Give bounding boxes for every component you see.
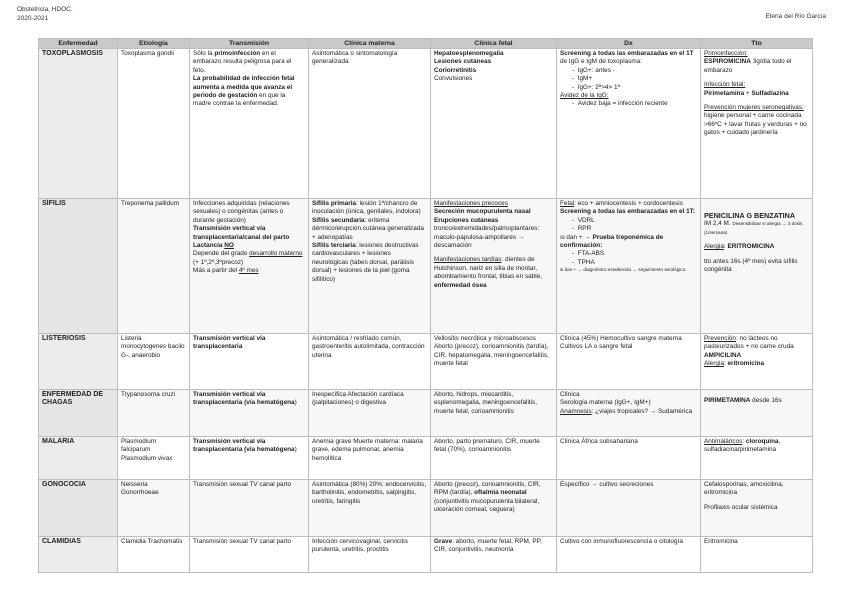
col-header-transmision: Transmisión (190, 39, 309, 49)
tto-cell: Cefalosporinas, amoxicilina, eritromicina Profilaxis ocular sistémica (701, 480, 813, 537)
clinica-materna-cell: Asintomática (80%) 20%: endocervicitis, bartholinitis, endometritis, salpingitis, uretritis, faringitis (309, 480, 431, 537)
clinica-materna-cell: Infección cervicovaginal, cervicitis purulenta, uretritis, proctitis (309, 537, 431, 573)
disease-name: ENFERMEDAD DE CHAGAS (39, 390, 118, 437)
course-label: Obstetricia, HDOC. (17, 6, 73, 13)
diseases-table (38, 38, 813, 573)
table-row-toxoplasmosis (39, 49, 813, 199)
tto-cell: Primoinfección: ESPIROMICINA 3g/día todo el embarazo Infección fetal: Pirimetamina + Sulfadiazina Prevención mujeres seronegativas: higiene personal + carne cocinada >66ºC + lavar frutas y verduras + no gatos + cuidado jardinería (701, 49, 813, 199)
clinica-materna-cell: Sífilis primaria: lesión 1ª/chancro de inoculación (única, genitales, indolora) Sífilis secundaria: eritema dérmico/erupción cutánea generalizada + adenopatías Sífilis terciaria: lesiones destructivas cardiovasculares + lesiones neurológicas (tabes dorsal, parálisis dorsal) + lesiones de la piel (goma sifilítico) (309, 199, 431, 334)
transmision-cell: Sólo la primoinfección en el embarazo resulta peligrosa para el feto. La probabilidad de infección fetal aumenta a medida que avanza el periodo de gestación en que la madre contrae la enfermedad. (190, 49, 309, 199)
transmision-cell: Transmisión vertical vía transplacentaria (190, 334, 309, 390)
disease-name: TOXOPLASMOSIS (39, 49, 118, 199)
dx-cell: Cultivo con inmunofluorescencia o citología (557, 537, 701, 573)
clinica-materna-cell: Asintomática / resfriado común, gastroenteritis autolimitada, contracción uterina (309, 334, 431, 390)
tto-cell: Prevención: no lácteos no pasteurizados + no carne cruda AMPICILINA Alergia: eritromicina (701, 334, 813, 390)
transmision-cell: Transmisión vertical vía transplacentaria (vía hematógena) (190, 437, 309, 480)
table-row-malaria (39, 437, 813, 480)
tto-cell: PIRIMETAMINA desde 16s (701, 390, 813, 437)
header-left (17, 5, 73, 23)
col-header-clinica-fetal: Clínica fetal (431, 39, 557, 49)
dx-cell: Clínica Serología materna (IgG+, IgM+) Anamnesis: ¿viajes tropicales? → Sudamérica (557, 390, 701, 437)
table-row-clamidias (39, 537, 813, 573)
year-label: 2020-2021 (17, 15, 49, 22)
etiologia-cell: Toxoplasma gondii (118, 49, 190, 199)
col-header-dx: Dx (557, 39, 701, 49)
etiologia-cell: Treponema pallidum (118, 199, 190, 334)
table-row-sifilis (39, 199, 813, 334)
tto-cell: Eritromicina (701, 537, 813, 573)
transmision-cell: Transmisión vertical vía transplacentaria (vía hematógena) (190, 390, 309, 437)
author-label: Elena del Río García (765, 13, 826, 20)
tto-cell: PENICILINA G BENZATINA IM 2,4 M. Desensibilizar si alergia → 3 dosis (1/semana) Alergia: ERITROMICINA tto antes 16s (4º mes) evita sífilis congénita (701, 199, 813, 334)
disease-name: SÍFILIS (39, 199, 118, 334)
table-row-gonococia (39, 480, 813, 537)
clinica-fetal-cell: Aborto, hidrops, miocarditis, esplenomegalia, meningoencefalitis, muerte fetal, corioamnionitis (431, 390, 557, 437)
dx-cell: Clínica África subsahariana (557, 437, 701, 480)
etiologia-cell: Plasmodium falciparum Plasmodium vivax (118, 437, 190, 480)
table-row-listeriosis (39, 334, 813, 390)
etiologia-cell: Neisseria Gonorrhoeae (118, 480, 190, 537)
disease-name: LISTERIOSIS (39, 334, 118, 390)
clinica-fetal-cell: Vellositis necrótica y microabscesos Aborto (precoz), corioamnionitis (tardía), CIR, hepatomegalia, meningoencefalitis, muerte fetal (431, 334, 557, 390)
dx-cell: Clínica (45%) Hemocultivo sangre materna Cultivos LA o sangre fetal (557, 334, 701, 390)
disease-name: GONOCOCIA (39, 480, 118, 537)
col-header-tto: Tto (701, 39, 813, 49)
etiologia-cell: Trypanosoma cruzi (118, 390, 190, 437)
etiologia-cell: Listeria monocytogenes bacilo G-, anaerobio (118, 334, 190, 390)
transmision-cell: Transmisión sexual TV canal parto (190, 537, 309, 573)
col-header-enfermedad: Enfermedad (39, 39, 118, 49)
clinica-fetal-cell: Hepatoesplenomegalia Lesiones cutáneas Coriorretinitis Convulsiones (431, 49, 557, 199)
etiologia-cell: Clamidia Trachomatis (118, 537, 190, 573)
dx-cell: Screening a todas las embarazadas en el 1T de IgG e IgM de toxoplasma: - IgG+: antes - - IgM+ - IgG+: 2ª>4> 1ª Avidez de la IgG: - Avidez baja = infección reciente (557, 49, 701, 199)
clinica-materna-cell: Asintomática o sintomatología generalizada (309, 49, 431, 199)
col-header-clinica-materna: Clínica materna (309, 39, 431, 49)
dx-cell: Fetal: eco + amniocentesis + cordocentesis Screening a todas las embarazadas en el 1T: - VDRL - RPR si dan + → Prueba treponémica de confirmación: - FTA-ABS - TPHA si dan + → diagnóstico establecido → seguimiento serológico (557, 199, 701, 334)
clinica-fetal-cell: Aborto, parto prematuro, CIR, muerte fetal (70%), corioamnionitis (431, 437, 557, 480)
dx-cell: Específico → cultivo secreciones (557, 480, 701, 537)
table-header-row (39, 39, 813, 49)
disease-name: MALARIA (39, 437, 118, 480)
col-header-etiologia: Etiología (118, 39, 190, 49)
clinica-materna-cell: Inespecífica Afectación cardíaca (palpitaciones) o digestiva (309, 390, 431, 437)
clinica-fetal-cell: Manifestaciones precoces Secreción mucopurulenta nasal Erupciones cutáneas tronco/extremidades/palmoplantares: maculo-papulosa-ampollares → descamación Manifestaciones tardías: dientes de Hutchinson, nariz en silla de montar, abombamiento frontal, tibias en sable, enfermedad ósea (431, 199, 557, 334)
transmision-cell: Transmisión sexual TV canal parto (190, 480, 309, 537)
disease-name: CLAMIDIAS (39, 537, 118, 573)
tto-cell: Antimaláricos: cloroquina, sulfadiacina/pirimetamina (701, 437, 813, 480)
clinica-materna-cell: Anemia grave Muerte materna: malaria grave, edema pulmonar, anemia hemolítica (309, 437, 431, 480)
clinica-fetal-cell: Grave: aborto, muerte fetal, RPM, PP, CIR, conjuntivitis, neumonía (431, 537, 557, 573)
transmision-cell: Infecciones adquiridas (relaciones sexuales) o congénitas (antes o durante gestación) Transmisión vertical vía transplacentaria/canal del parto Lactancia NO Depende del grado desarrollo materno (+ 1º,2º,3ºprecoz) Más a partir del 4º mes (190, 199, 309, 334)
table-row-chagas (39, 390, 813, 437)
clinica-fetal-cell: Aborto (precoz), corioamnionitis, CIR, RPM (tardía), oftalmia neonatal (conjuntivitis mucopurulenta bilateral, ulceración corneal, ceguera) (431, 480, 557, 537)
